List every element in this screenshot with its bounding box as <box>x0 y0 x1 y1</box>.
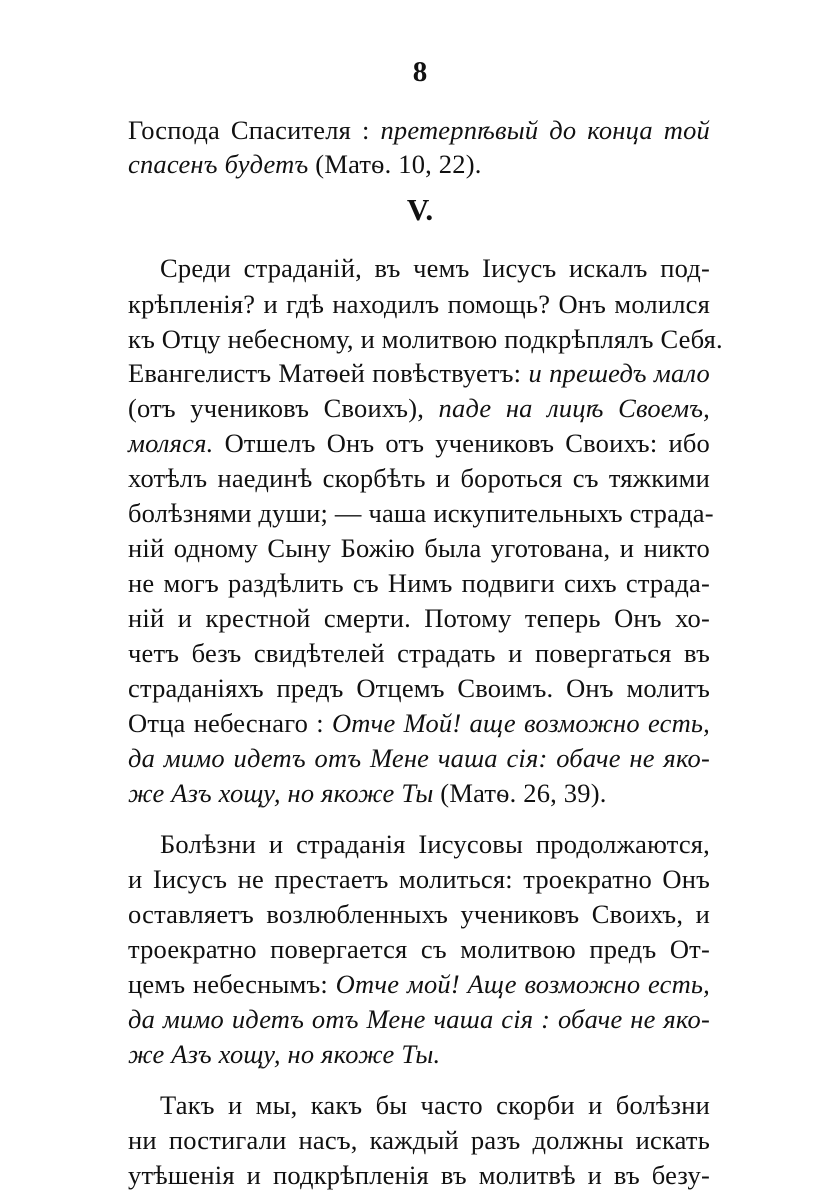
text-segment: Болѣзни и страданія Іисусовы продолжаются, <box>160 829 710 859</box>
text-segment: троекратно повергается съ молитвою предъ От- <box>128 934 710 964</box>
text-line <box>160 1087 710 1123</box>
text-segment: не могъ раздѣлить съ Нимъ подвиги сихъ страда- <box>128 568 710 598</box>
text-segment: Среди страданій, въ чемъ Іисусъ искалъ под- <box>160 253 710 283</box>
text-line <box>128 600 710 636</box>
text-segment: Отшелъ Онъ отъ учениковъ Своихъ: ибо <box>213 428 710 458</box>
text-segment: Господа Спасителя : <box>128 115 381 145</box>
text-line <box>128 112 710 148</box>
text-line <box>128 966 710 1002</box>
text-line <box>128 861 710 897</box>
text-line <box>160 250 710 286</box>
italic-text-segment: Отче мой! Аще возможно есть, <box>335 969 710 999</box>
text-segment: Такъ и мы, какъ бы часто скорби и болѣзни <box>160 1090 710 1120</box>
section-heading: V. <box>406 192 434 227</box>
text-segment: хотѣлъ наединѣ скорбѣть и бороться съ тяжкими <box>128 463 710 493</box>
text-segment: (Матѳ. 10, 22). <box>308 149 482 179</box>
text-segment: оставляетъ возлюбленныхъ учениковъ Своихъ, и <box>128 899 710 929</box>
text-segment: утѣшенія и подкрѣпленія въ молитвѣ и въ безу- <box>128 1160 710 1190</box>
text-segment: четъ безъ свидѣтелей страдать и повергаться въ <box>128 638 710 668</box>
italic-text-segment: претерпѣвый до конца той <box>380 115 710 145</box>
text-line <box>128 635 710 671</box>
italic-text-segment: спасенъ будетъ <box>128 149 309 179</box>
text-line <box>128 425 710 461</box>
text-segment: ній одному Сыну Божію была уготована, и никто <box>128 533 710 563</box>
italic-text-segment: Отче Мой! аще возможно есть, <box>331 708 710 738</box>
text-segment: къ Отцу небесному, и молитвою подкрѣплялъ Себя. <box>128 324 723 354</box>
text-line <box>128 705 710 741</box>
text-segment: Евангелистъ Матѳей повѣствуетъ: <box>128 358 529 388</box>
text-line <box>128 530 710 566</box>
italic-text-segment: и прешедъ мало <box>528 358 710 388</box>
text-line <box>128 896 710 932</box>
italic-text-segment: да мимо идетъ отъ Мене чаша сія : обаче не яко- <box>128 1004 710 1034</box>
text-line <box>128 931 710 967</box>
italic-text-segment: паде на лицѣ Своемъ, <box>438 393 710 423</box>
text-segment: ній и крестной смерти. Потому теперь Онъ хо- <box>128 603 710 633</box>
text-line <box>128 740 710 776</box>
text-line <box>128 775 710 811</box>
italic-text-segment: же Азъ хощу, но якоже Ты <box>128 778 434 808</box>
text-segment: (Матѳ. 26, 39). <box>433 778 607 808</box>
text-line <box>128 1036 710 1072</box>
text-line <box>128 565 710 601</box>
text-line <box>128 1001 710 1037</box>
text-segment: (отъ учениковъ Своихъ), <box>128 393 439 423</box>
text-segment: болѣзнями души; — чаша искупительныхъ страда- <box>128 498 714 528</box>
text-segment: ни постигали насъ, каждый разъ должны искать <box>128 1125 710 1155</box>
text-line <box>128 321 723 357</box>
text-segment: Отца небеснаго : <box>128 708 332 738</box>
text-line <box>128 1157 710 1193</box>
text-segment: крѣпленія? и гдѣ находилъ помощь? Онъ молился <box>128 289 710 319</box>
text-line <box>160 826 710 862</box>
text-line <box>128 460 710 496</box>
italic-text-segment: моляся. <box>128 428 214 458</box>
text-segment: цемъ небеснымъ: <box>128 969 336 999</box>
text-line <box>128 146 710 182</box>
page-number: 8 <box>412 56 428 88</box>
text-line <box>128 1122 710 1158</box>
text-line <box>128 670 710 706</box>
text-line <box>128 495 714 531</box>
text-line <box>128 390 710 426</box>
text-segment: страданіяхъ предъ Отцемъ Своимъ. Онъ молитъ <box>128 673 710 703</box>
italic-text-segment: да мимо идетъ отъ Мене чаша сія: обаче не яко- <box>128 743 710 773</box>
text-line <box>128 286 710 322</box>
text-segment: и Іисусъ не престаетъ молиться: троекратно Онъ <box>128 864 710 894</box>
text-line <box>128 355 710 391</box>
italic-text-segment: же Азъ хощу, но якоже Ты. <box>128 1039 441 1069</box>
